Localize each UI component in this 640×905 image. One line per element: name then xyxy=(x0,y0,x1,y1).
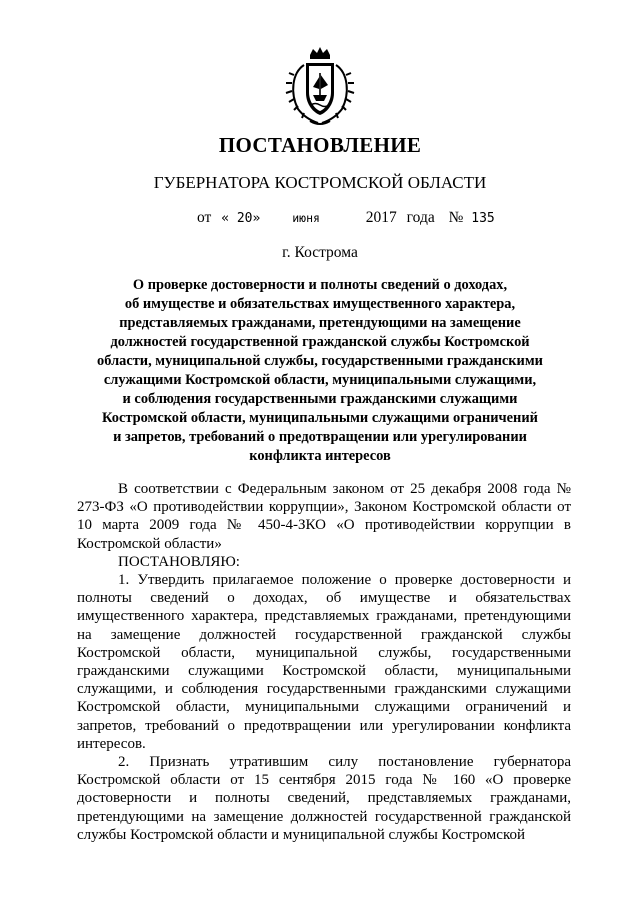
coat-of-arms-icon xyxy=(282,45,358,127)
date-year: 2017 xyxy=(365,209,397,226)
document-number: 135 xyxy=(471,211,495,226)
heading-line: О проверке достоверности и полноты сведений о доходах, xyxy=(132,277,508,293)
date-month: июня xyxy=(292,211,320,225)
heading-line: конфликта интересов xyxy=(249,448,391,464)
document-issuer: ГУБЕРНАТОРА КОСТРОМСКОЙ ОБЛАСТИ xyxy=(153,173,487,192)
preamble-paragraph: В соответствии с Федеральным законом от 25 декабря 2008 года № 273-ФЗ «О противодействии коррупции», Законом Костромской области от 10 марта 2009 года № 450-4-ЗКО «О противодействии коррупции в Костромской области» xyxy=(77,481,571,552)
heading-line: Костромской области, муниципальными служащими ограничений xyxy=(102,410,538,426)
decree-word: ПОСТАНОВЛЯЮ: xyxy=(118,553,240,570)
heading-line: и запретов, требований о предотвращении или урегулировании xyxy=(113,429,527,445)
document-heading xyxy=(90,276,550,466)
date-line xyxy=(197,209,495,227)
heading-line: должностей государственной гражданской службы Костромской xyxy=(110,334,530,350)
heading-line: служащими Костромской области, муниципальными служащими, xyxy=(103,372,537,388)
heading-line: и соблюдения государственными гражданскими служащими xyxy=(122,391,518,407)
item-1-paragraph: 1. Утвердить прилагаемое положение о проверке достоверности и полноты сведений о доходах, об имуществе и обязательствах имущественного характера, представляемых гражданами, претендующими на замещение должностей государственной гражданской службы Костромской области, муниципальной службы, государственными гражданскими служащими Костромской области, муниципальными служащими, и соблюдения государственными гражданскими служащими Костромской области, муниципальными служащими ограничений и запретов, требований о предотвращении или урегулировании конфликта интересов. xyxy=(77,572,571,752)
heading-line: представляемых гражданами, претендующими на замещение xyxy=(119,315,521,331)
item-2-paragraph: 2. Признать утратившим силу постановление губернатора Костромской области от 15 сентября 2015 года № 160 «О проверке достоверности и полноты сведений, представляемых гражданами, претендующими на замещение должностей государственной гражданской службы Костромской области и муниципальной службы Костромской xyxy=(77,754,571,843)
date-year-word: года xyxy=(406,209,435,226)
city: г. Кострома xyxy=(282,244,358,261)
heading-line: области, муниципальной службы, государственными гражданскими xyxy=(97,353,543,369)
document-body xyxy=(77,480,571,844)
document-title: ПОСТАНОВЛЕНИЕ xyxy=(218,133,422,157)
date-day: « 20» xyxy=(221,211,261,226)
number-sign: № xyxy=(448,209,464,226)
heading-line: об имуществе и обязательствах имущественного характера, xyxy=(124,296,516,312)
date-prefix: от xyxy=(197,209,212,226)
